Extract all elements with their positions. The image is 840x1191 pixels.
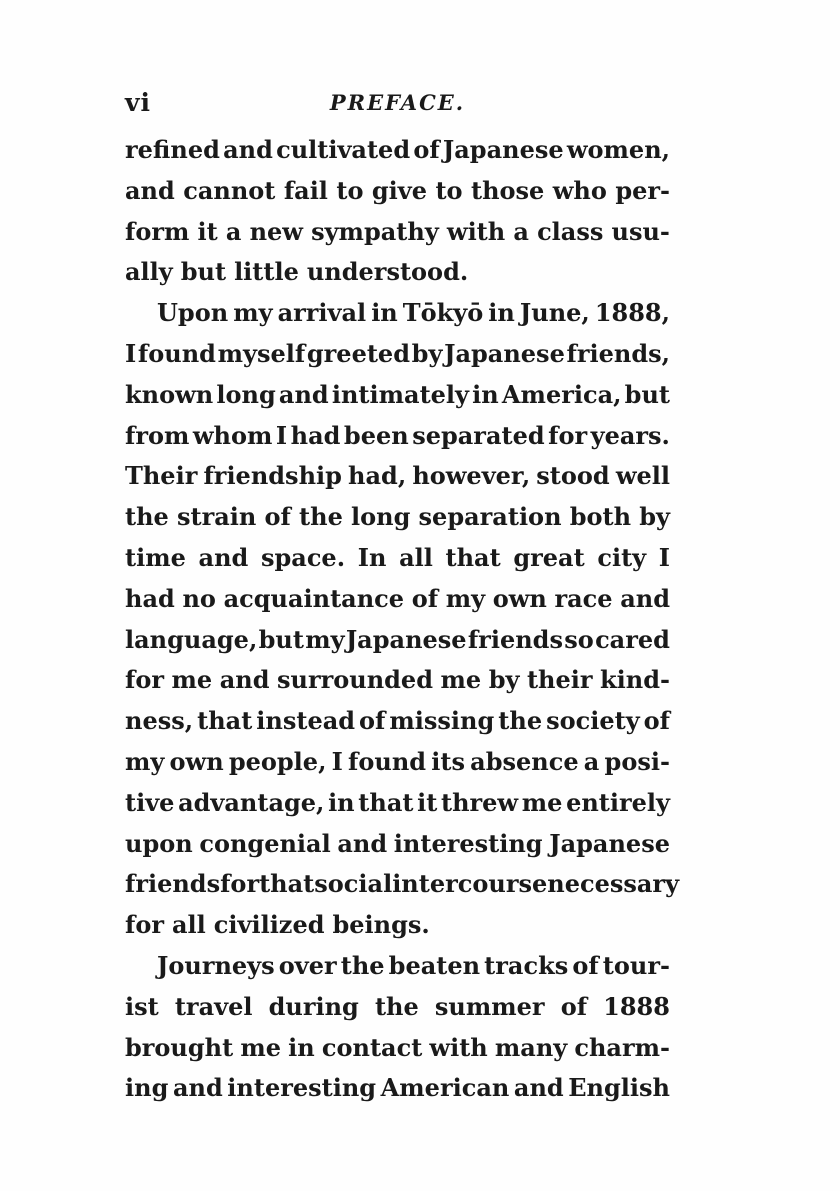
word: friendship: [203, 461, 342, 491]
word: Tōkyō: [402, 298, 484, 328]
text-line: [125, 905, 670, 946]
word: had: [290, 420, 341, 450]
word: America,: [501, 379, 622, 409]
word: with: [446, 216, 506, 246]
word: intimately: [331, 379, 469, 409]
word: the: [340, 950, 385, 980]
word: tive: [125, 787, 175, 817]
word: many: [494, 1032, 568, 1062]
word: ness,: [125, 706, 194, 736]
word: ist: [125, 991, 159, 1021]
word: but: [624, 379, 670, 409]
word: and: [278, 379, 329, 409]
text-line: [125, 660, 670, 701]
word: found: [137, 338, 216, 368]
word: to: [435, 175, 463, 205]
word: 1888,: [594, 298, 670, 328]
text-line: [125, 620, 670, 661]
word: cultivated: [276, 135, 411, 164]
word: June,: [519, 298, 590, 328]
word: and: [125, 175, 175, 205]
word: own: [492, 583, 547, 613]
word: Journeys: [157, 950, 275, 980]
word: stood: [536, 461, 610, 491]
word: give: [371, 175, 428, 205]
word: civilized: [213, 910, 325, 940]
word: the: [125, 502, 169, 532]
word: it: [197, 216, 218, 246]
word: of: [359, 706, 386, 736]
text-line: [125, 538, 670, 579]
word: acquaintance: [223, 583, 405, 613]
word: refined: [125, 135, 220, 164]
word: me: [171, 665, 213, 695]
word: by: [488, 665, 520, 695]
text-line: [125, 1068, 670, 1109]
word: missing: [389, 706, 495, 736]
word: entirely: [566, 787, 670, 817]
word: the: [498, 706, 543, 736]
text-line: [125, 742, 670, 783]
word: that: [197, 706, 253, 736]
word: me: [240, 1032, 282, 1062]
word: instead: [256, 706, 356, 736]
word: long: [216, 379, 276, 409]
word: its: [431, 746, 465, 776]
word: Japanese: [444, 338, 565, 368]
word: sympathy: [311, 216, 439, 246]
word: in: [288, 1032, 315, 1062]
word: for: [548, 420, 588, 450]
text-line: [125, 497, 670, 538]
word: ing: [125, 1073, 169, 1103]
word: kind-: [600, 665, 670, 695]
word: who: [552, 175, 607, 205]
text-line: [125, 1028, 670, 1069]
word: summer: [434, 991, 545, 1021]
text-line: [125, 212, 670, 253]
text-line: [125, 293, 670, 334]
word: been: [343, 420, 409, 450]
word: and: [337, 828, 388, 858]
word: separated: [412, 420, 545, 450]
text-line: [125, 864, 680, 905]
word: of: [411, 583, 439, 613]
word: from: [125, 420, 190, 450]
text-line: [125, 946, 670, 987]
word: people,: [228, 746, 327, 776]
word: long: [351, 502, 411, 532]
word: language,: [125, 624, 258, 654]
word: the: [374, 991, 419, 1021]
word: separation: [418, 502, 562, 532]
word: by: [639, 502, 670, 532]
word: had,: [348, 461, 407, 491]
word: tracks: [484, 950, 569, 980]
word: however,: [412, 461, 531, 491]
word: form: [125, 216, 190, 246]
text-line: [125, 783, 670, 824]
word: and: [172, 1073, 223, 1103]
paragraph: [125, 130, 670, 293]
word: American: [380, 1073, 510, 1103]
text-line: [125, 252, 670, 293]
word: society: [546, 706, 640, 736]
word: a: [583, 746, 600, 776]
word: 1888: [603, 991, 670, 1021]
word: found: [348, 746, 427, 776]
word: advantage,: [178, 787, 325, 817]
word: time: [125, 542, 186, 572]
text-line: [125, 171, 670, 212]
word: their: [526, 665, 593, 695]
word: whom: [192, 420, 273, 450]
word: understood.: [306, 257, 469, 287]
word: of: [572, 950, 599, 980]
word: women,: [566, 135, 670, 164]
word: social: [314, 869, 393, 899]
word: so: [564, 624, 594, 654]
text-line: [125, 579, 670, 620]
word: brought: [125, 1032, 234, 1062]
word: fail: [283, 175, 328, 205]
word: congenial: [199, 828, 331, 858]
word: that: [259, 869, 315, 899]
word: little: [234, 257, 299, 287]
word: own: [169, 746, 224, 776]
text-line: [125, 987, 670, 1028]
word: my: [305, 624, 345, 654]
body-text: [125, 130, 680, 1109]
word: strain: [176, 502, 257, 532]
word: intercourse: [392, 869, 548, 899]
word: in: [488, 298, 515, 328]
word: had: [125, 583, 175, 613]
word: and: [513, 1073, 564, 1103]
word: friends: [467, 624, 563, 654]
text-line: [125, 701, 670, 742]
text-line: [125, 130, 670, 171]
word: tour-: [602, 950, 670, 980]
word: no: [182, 583, 216, 613]
word: cannot: [183, 175, 276, 205]
word: of: [560, 991, 588, 1021]
paragraph: [125, 946, 670, 1109]
word: I: [125, 338, 137, 368]
word: my: [445, 583, 486, 613]
word: I: [658, 542, 670, 572]
word: but: [258, 624, 304, 654]
word: posi-: [604, 746, 670, 776]
word: for: [125, 665, 164, 695]
word: beings.: [332, 910, 430, 940]
word: known: [125, 379, 214, 409]
word: usu-: [611, 216, 670, 246]
text-line: [125, 375, 670, 416]
word: all: [399, 542, 433, 572]
word: greeted: [306, 338, 410, 368]
word: ally: [125, 257, 173, 287]
word: all: [171, 910, 206, 940]
word: interesting: [227, 1073, 377, 1103]
word: and: [223, 135, 273, 164]
word: of: [264, 502, 291, 532]
word: of: [413, 135, 440, 164]
text-line: [125, 334, 670, 375]
word: me: [440, 665, 482, 695]
word: English: [568, 1073, 670, 1103]
word: over: [278, 950, 337, 980]
word: Japanese: [442, 135, 564, 164]
word: for: [125, 910, 164, 940]
word: absence: [470, 746, 579, 776]
text-line: [125, 416, 670, 457]
word: of: [643, 706, 670, 736]
word: friends: [125, 869, 221, 899]
word: but: [180, 257, 227, 287]
word: threw: [440, 787, 519, 817]
word: In: [357, 542, 387, 572]
word: during: [268, 991, 359, 1021]
word: it: [417, 787, 438, 817]
word: class: [537, 216, 604, 246]
word: in: [472, 379, 499, 409]
word: I: [275, 420, 288, 450]
word: with: [429, 1032, 488, 1062]
word: per-: [615, 175, 670, 205]
word: well: [615, 461, 670, 491]
text-line: [125, 824, 670, 865]
word: my: [233, 298, 273, 328]
word: I: [331, 746, 343, 776]
word: the: [299, 502, 343, 532]
word: Upon: [157, 298, 229, 328]
word: travel: [174, 991, 253, 1021]
word: Their: [125, 461, 198, 491]
word: friends,: [566, 338, 670, 368]
word: Japanese: [549, 828, 670, 858]
running-head: PREFACE.: [329, 90, 466, 115]
word: that: [358, 787, 414, 817]
word: in: [328, 787, 355, 817]
word: and: [219, 665, 270, 695]
word: for: [220, 869, 260, 899]
word: Japanese: [345, 624, 467, 654]
word: myself: [217, 338, 306, 368]
word: contact: [321, 1032, 423, 1062]
word: me: [521, 787, 563, 817]
word: upon: [125, 828, 193, 858]
word: both: [569, 502, 632, 532]
word: by: [411, 338, 443, 368]
word: and: [620, 583, 670, 613]
word: a: [225, 216, 242, 246]
word: city: [597, 542, 647, 572]
word: charm-: [574, 1032, 670, 1062]
word: in: [371, 298, 398, 328]
word: new: [249, 216, 303, 246]
word: great: [513, 542, 585, 572]
word: and: [198, 542, 249, 572]
word: cared: [595, 624, 670, 654]
word: beaten: [388, 950, 481, 980]
word: race: [554, 583, 613, 613]
text-line: [125, 456, 670, 497]
word: that: [445, 542, 501, 572]
word: necessary: [547, 869, 680, 899]
word: arrival: [277, 298, 367, 328]
word: those: [470, 175, 545, 205]
word: years.: [590, 420, 670, 450]
paragraph: [125, 293, 680, 946]
word: to: [336, 175, 364, 205]
word: a: [513, 216, 529, 246]
page-number: vi: [125, 88, 152, 117]
word: surrounded: [276, 665, 433, 695]
word: my: [125, 746, 165, 776]
word: interesting: [393, 828, 543, 858]
word: space.: [260, 542, 346, 572]
page-header: [125, 88, 670, 120]
